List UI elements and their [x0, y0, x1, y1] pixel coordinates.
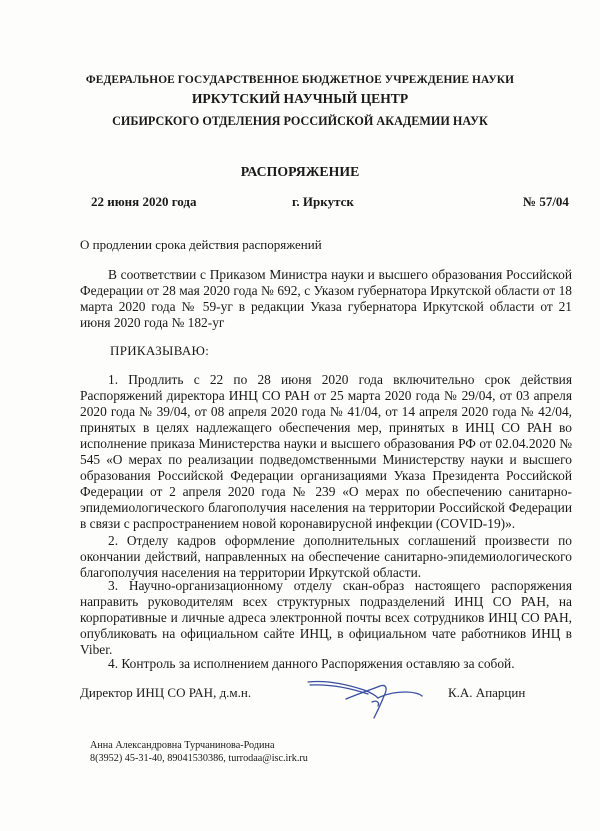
- institution-line-3: СИБИРСКОГО ОТДЕЛЕНИЯ РОССИЙСКОЙ АКАДЕМИИ НАУК: [112, 114, 488, 128]
- order-word: ПРИКАЗЫВАЮ:: [110, 343, 210, 358]
- signatory-role: Директор ИНЦ СО РАН, д.м.н.: [80, 685, 252, 700]
- signatory-name: К.А. Апарцин: [448, 685, 526, 700]
- document-title: РАСПОРЯЖЕНИЕ: [240, 164, 360, 179]
- document-subject: О продлении срока действия распоряжений: [80, 237, 322, 252]
- executor-name: Анна Александровна Турчанинова-Родина: [90, 740, 275, 751]
- handwritten-signature: [306, 672, 424, 720]
- order-item-1: 1. Продлить с 22 по 28 июня 2020 года включительно срок действия Распоряжений директора ИНЦ СО РАН от 25 марта 2020 года № 29/04, от 03 апреля 2020 года № 39/04, от 08 апреля 2020 года № 41/04, от 14 апреля 2020 года № 42/04, принятых в целях надлежащего обеспечения мер, принятых в ИНЦ СО РАН во исполнение приказа Министерства науки и высшего образования РФ от 02.04.2020 № 545 «О мерах по реализации подведомственными Министерству науки и высшего образования Российской Федерации организациями Указа Президента Российской Федерации от 2 апреля 2020 года № 239 «О мерах по обеспечению санитарно-эпидемиологического благополучия населения на территории Российской Федерации в связи с распространением новой коронавирусной инфекции (COVID-19)».: [80, 372, 572, 531]
- institution-line-1: ФЕДЕРАЛЬНОЕ ГОСУДАРСТВЕННОЕ БЮДЖЕТНОЕ УЧРЕЖДЕНИЕ НАУКИ: [85, 74, 515, 86]
- executor-contacts: 8(3952) 45-31-40, 89041530386, turrodaa@isc.irk.ru: [90, 753, 308, 764]
- institution-line-2: ИРКУТСКИЙ НАУЧНЫЙ ЦЕНТР: [191, 91, 409, 106]
- document-city: г. Иркутск: [292, 194, 354, 209]
- order-item-4: 4. Контроль за исполнением данного Распоряжения оставляю за собой.: [108, 656, 515, 671]
- order-item-2: 2. Отделу кадров оформление дополнительных соглашений произвести по окончании действий, направленных на обеспечение санитарно-эпидемиологического благополучия населения на территории Иркутской области.: [80, 533, 572, 580]
- order-item-3: 3. Научно-организационному отделу скан-образ настоящего распоряжения направить руководителям всех структурных подразделений ИНЦ СО РАН, на корпоративные и личные адреса электронной почты всех сотрудников ИНЦ СО РАН, опубликовать на официальном сайте ИНЦ, в официальном чате работников ИНЦ в Viber.: [80, 578, 572, 657]
- intro-paragraph: В соответствии с Приказом Министра науки и высшего образования Российской Федерации от 28 мая 2020 года № 692, с Указом губернатора Иркутской области от 18 марта 2020 года № 59-уг в редакции Указа губернатора Иркутской области от 21 июня 2020 года № 182-уг: [80, 267, 572, 330]
- document-date: 22 июня 2020 года: [91, 194, 197, 209]
- document-number: № 57/04: [523, 194, 569, 209]
